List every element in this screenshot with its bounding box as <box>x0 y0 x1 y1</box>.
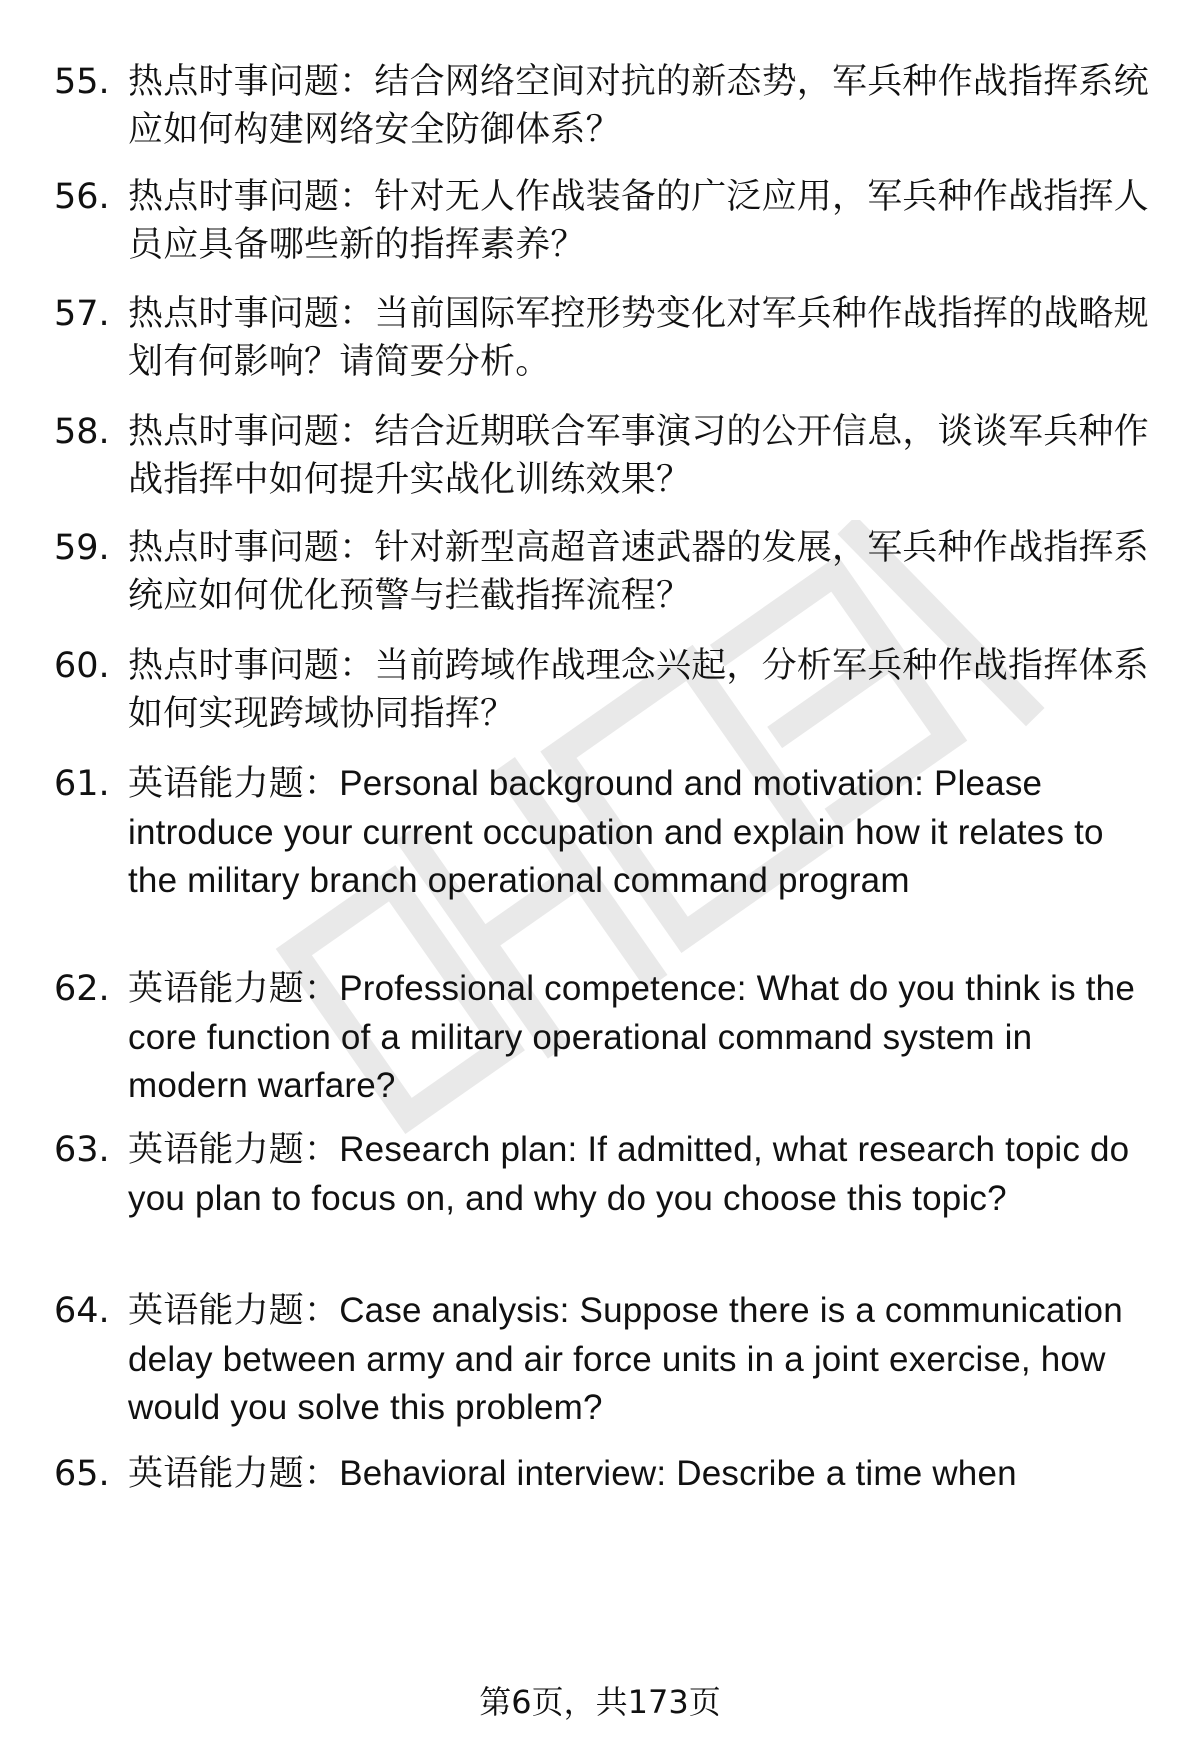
question-number: 55. <box>54 62 110 102</box>
question-text: 热点时事问题：结合网络空间对抗的新态势，军兵种作战指挥系统应如何构建网络安全防御体系？ <box>128 62 1149 150</box>
question-number: 63. <box>54 1130 110 1170</box>
question-text: 热点时事问题：当前国际军控形势变化对军兵种作战指挥的战略规划有何影响？请简要分析。 <box>128 294 1149 382</box>
page-footer: 第6页，共173页 <box>479 1683 721 1721</box>
question-text: 英语能力题：Professional competence: What do you think is the core function of a military operational command system in modern warfare? <box>128 969 1135 1105</box>
question-text: 热点时事问题：针对新型高超音速武器的发展，军兵种作战指挥系统应如何优化预警与拦截指挥流程？ <box>128 528 1149 616</box>
question-number: 59. <box>54 528 110 568</box>
question-text: 热点时事问题：当前跨域作战理念兴起，分析军兵种作战指挥体系如何实现跨域协同指挥？ <box>128 646 1149 734</box>
question-number: 60. <box>54 646 110 686</box>
question-text: 英语能力题：Behavioral interview: Describe a time when <box>128 1454 1017 1493</box>
question-text: 英语能力题：Research plan: If admitted, what research topic do you plan to focus on, and why do you choose this topic? <box>128 1130 1130 1218</box>
question-number: 64. <box>54 1291 110 1331</box>
question-text: 热点时事问题：针对无人作战装备的广泛应用，军兵种作战指挥人员应具备哪些新的指挥素养？ <box>128 177 1149 265</box>
question-text: 热点时事问题：结合近期联合军事演习的公开信息，谈谈军兵种作战指挥中如何提升实战化训练效果？ <box>128 412 1149 500</box>
question-number: 57. <box>54 294 110 334</box>
question-number: 62. <box>54 969 110 1009</box>
question-number: 61. <box>54 764 110 804</box>
question-text: 英语能力题：Personal background and motivation: Please introduce your current occupation and explain how it relates to the military branch operational command program <box>128 764 1104 900</box>
question-number: 56. <box>54 177 110 217</box>
question-text: 英语能力题：Case analysis: Suppose there is a communication delay between army and air force units in a joint exercise, how would you solve this problem? <box>128 1291 1123 1427</box>
question-number: 58. <box>54 412 110 452</box>
question-number: 65. <box>54 1454 110 1494</box>
